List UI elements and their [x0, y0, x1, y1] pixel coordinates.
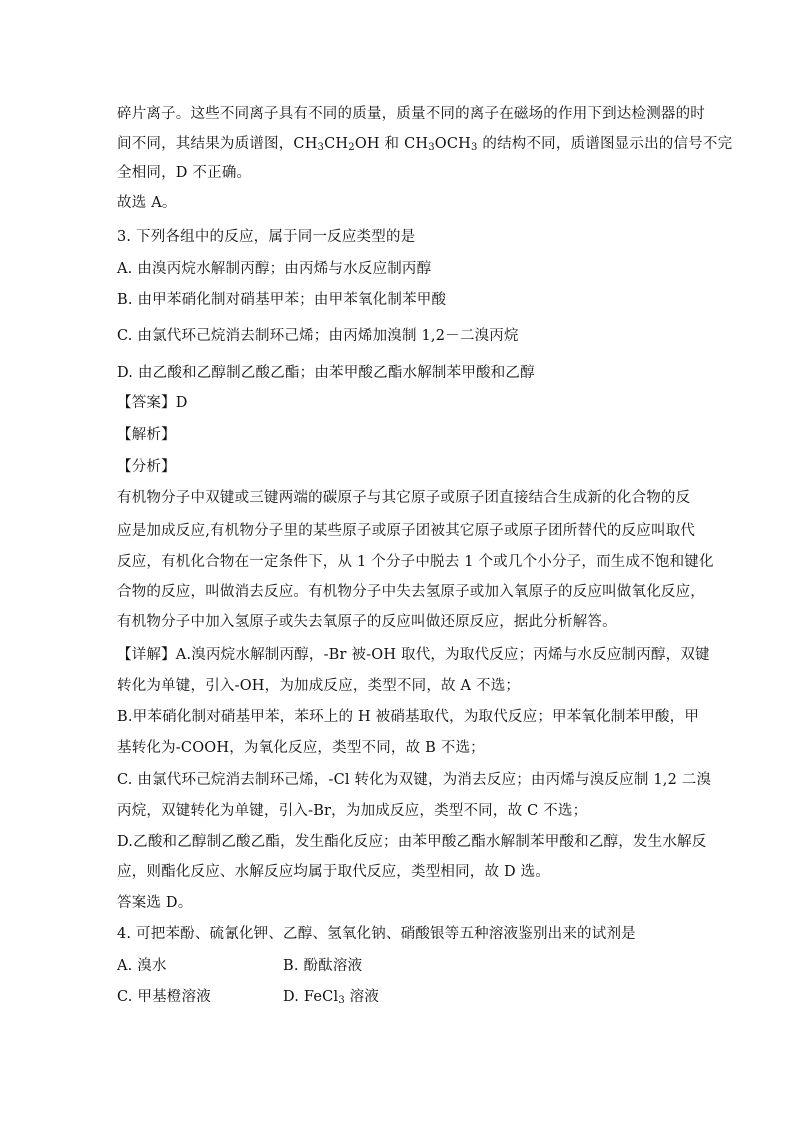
q4-option-d: D. FeCl$_3$ 溶液: [283, 989, 380, 1006]
q3-jiexi-label: 【解析】: [117, 427, 176, 443]
q4-options-row-1: [117, 956, 687, 976]
q4-stem: 4. 可把苯酚、硫氰化钾、乙醇、氢氧化钠、硝酸银等五种溶液鉴别出来的试剂是: [117, 926, 636, 942]
q3-option-a: A. 由溴丙烷水解制丙醇；由丙烯与水反应制丙醇: [117, 261, 432, 277]
q3-answer: 【答案】D: [117, 395, 188, 411]
formula-ethanol: $CH_3CH_2OH$: [293, 136, 380, 153]
q3-analysis-line-4: 合物的反应，叫做消去反应。有机物分子中失去氢原子或加入氧原子的反应叫做氧化反应，: [117, 584, 705, 600]
intro-line-1: 碎片离子。这些不同离子具有不同的质量，质量不同的离子在磁场的作用下到达检测器的时: [117, 106, 705, 122]
q4-option-b: B. 酚酞溶液: [283, 958, 363, 974]
intro-line-2-tail: 的结构不同，质谱图显示出的信号不完: [477, 136, 733, 152]
q3-option-d: D. 由乙酸和乙醇制乙酸乙酯；由苯甲酸乙酯水解制苯甲酸和乙醇: [117, 365, 535, 381]
q3-detail-line-3: B.甲苯硝化制对硝基甲苯，苯环上的 H 被硝基取代，为取代反应；甲苯氧化制苯甲酸，甲: [117, 709, 700, 725]
q3-detail-line-2: 转化为单键，引入-OH，为加成反应，类型不同，故 A 不选；: [117, 678, 521, 694]
q3-fenxi-label: 【分析】: [117, 459, 176, 475]
q3-analysis-line-5: 有机物分子中加入氢原子或失去氧原子的反应叫做还原反应，据此分析解答。: [117, 614, 617, 630]
intro-line-2: [117, 134, 733, 154]
intro-line-3: 全相同，D 不正确。: [117, 165, 252, 181]
q3-detail-line-1: 【详解】A.溴丙烷水解制丙醇，-Br 被-OH 取代，为取代反应；丙烯与水反应制丙醇，双键: [117, 647, 710, 663]
q3-stem: 3. 下列各组中的反应，属于同一反应类型的是: [117, 229, 416, 245]
q3-detail-line-5: C. 由氯代环己烷消去制环己烯，-Cl 转化为双键，为消去反应；由丙烯与溴反应制 1,2 二溴: [117, 772, 712, 788]
q3-option-c: C. 由氯代环己烷消去制环己烯；由丙烯加溴制 1,2－二溴丙烷: [117, 328, 519, 344]
q3-analysis-line-3: 反应，有机化合物在一定条件下，从 1 个分子中脱去 1 个或几个小分子，而生成不饱和键化: [117, 554, 714, 570]
q3-detail-line-4: 基转化为-COOH，为氧化反应，类型不同，故 B 不选；: [117, 740, 485, 756]
q3-detail-line-7: D.乙酸和乙醇制乙酸乙酯，发生酯化反应；由苯甲酸乙酯水解制苯甲酸和乙醇，发生水解反: [117, 834, 707, 850]
q3-conclusion: 答案选 D。: [117, 895, 193, 911]
q4-option-c: C. 甲基橙溶液: [117, 989, 211, 1005]
intro-and: 和: [379, 136, 405, 152]
q3-analysis-line-1: 有机物分子中双键或三键两端的碳原子与其它原子或原子团直接结合生成新的化合物的反: [117, 490, 691, 506]
q3-analysis-line-2: 应是加成反应,有机物分子里的某些原子或原子团被其它原子或原子团所替代的反应叫取代: [117, 523, 696, 539]
q4-option-a: A. 溴水: [117, 958, 167, 974]
formula-dimethyl-ether: $CH_3OCH_3$: [404, 136, 478, 153]
intro-line-2-text: 间不同，其结果为质谱图，: [117, 136, 294, 152]
intro-line-4: 故选 A。: [117, 195, 177, 211]
q4-options-row-2: [117, 987, 687, 1007]
q3-detail-line-8: 应，则酯化反应、水解反应均属于取代反应，类型相同，故 D 选。: [117, 864, 551, 880]
q3-detail-line-6: 丙烷，双键转化为单键，引入-Br，为加成反应，类型不同，故 C 不选；: [117, 803, 588, 819]
q3-option-b: B. 由甲苯硝化制对硝基甲苯；由甲苯氧化制苯甲酸: [117, 292, 447, 308]
